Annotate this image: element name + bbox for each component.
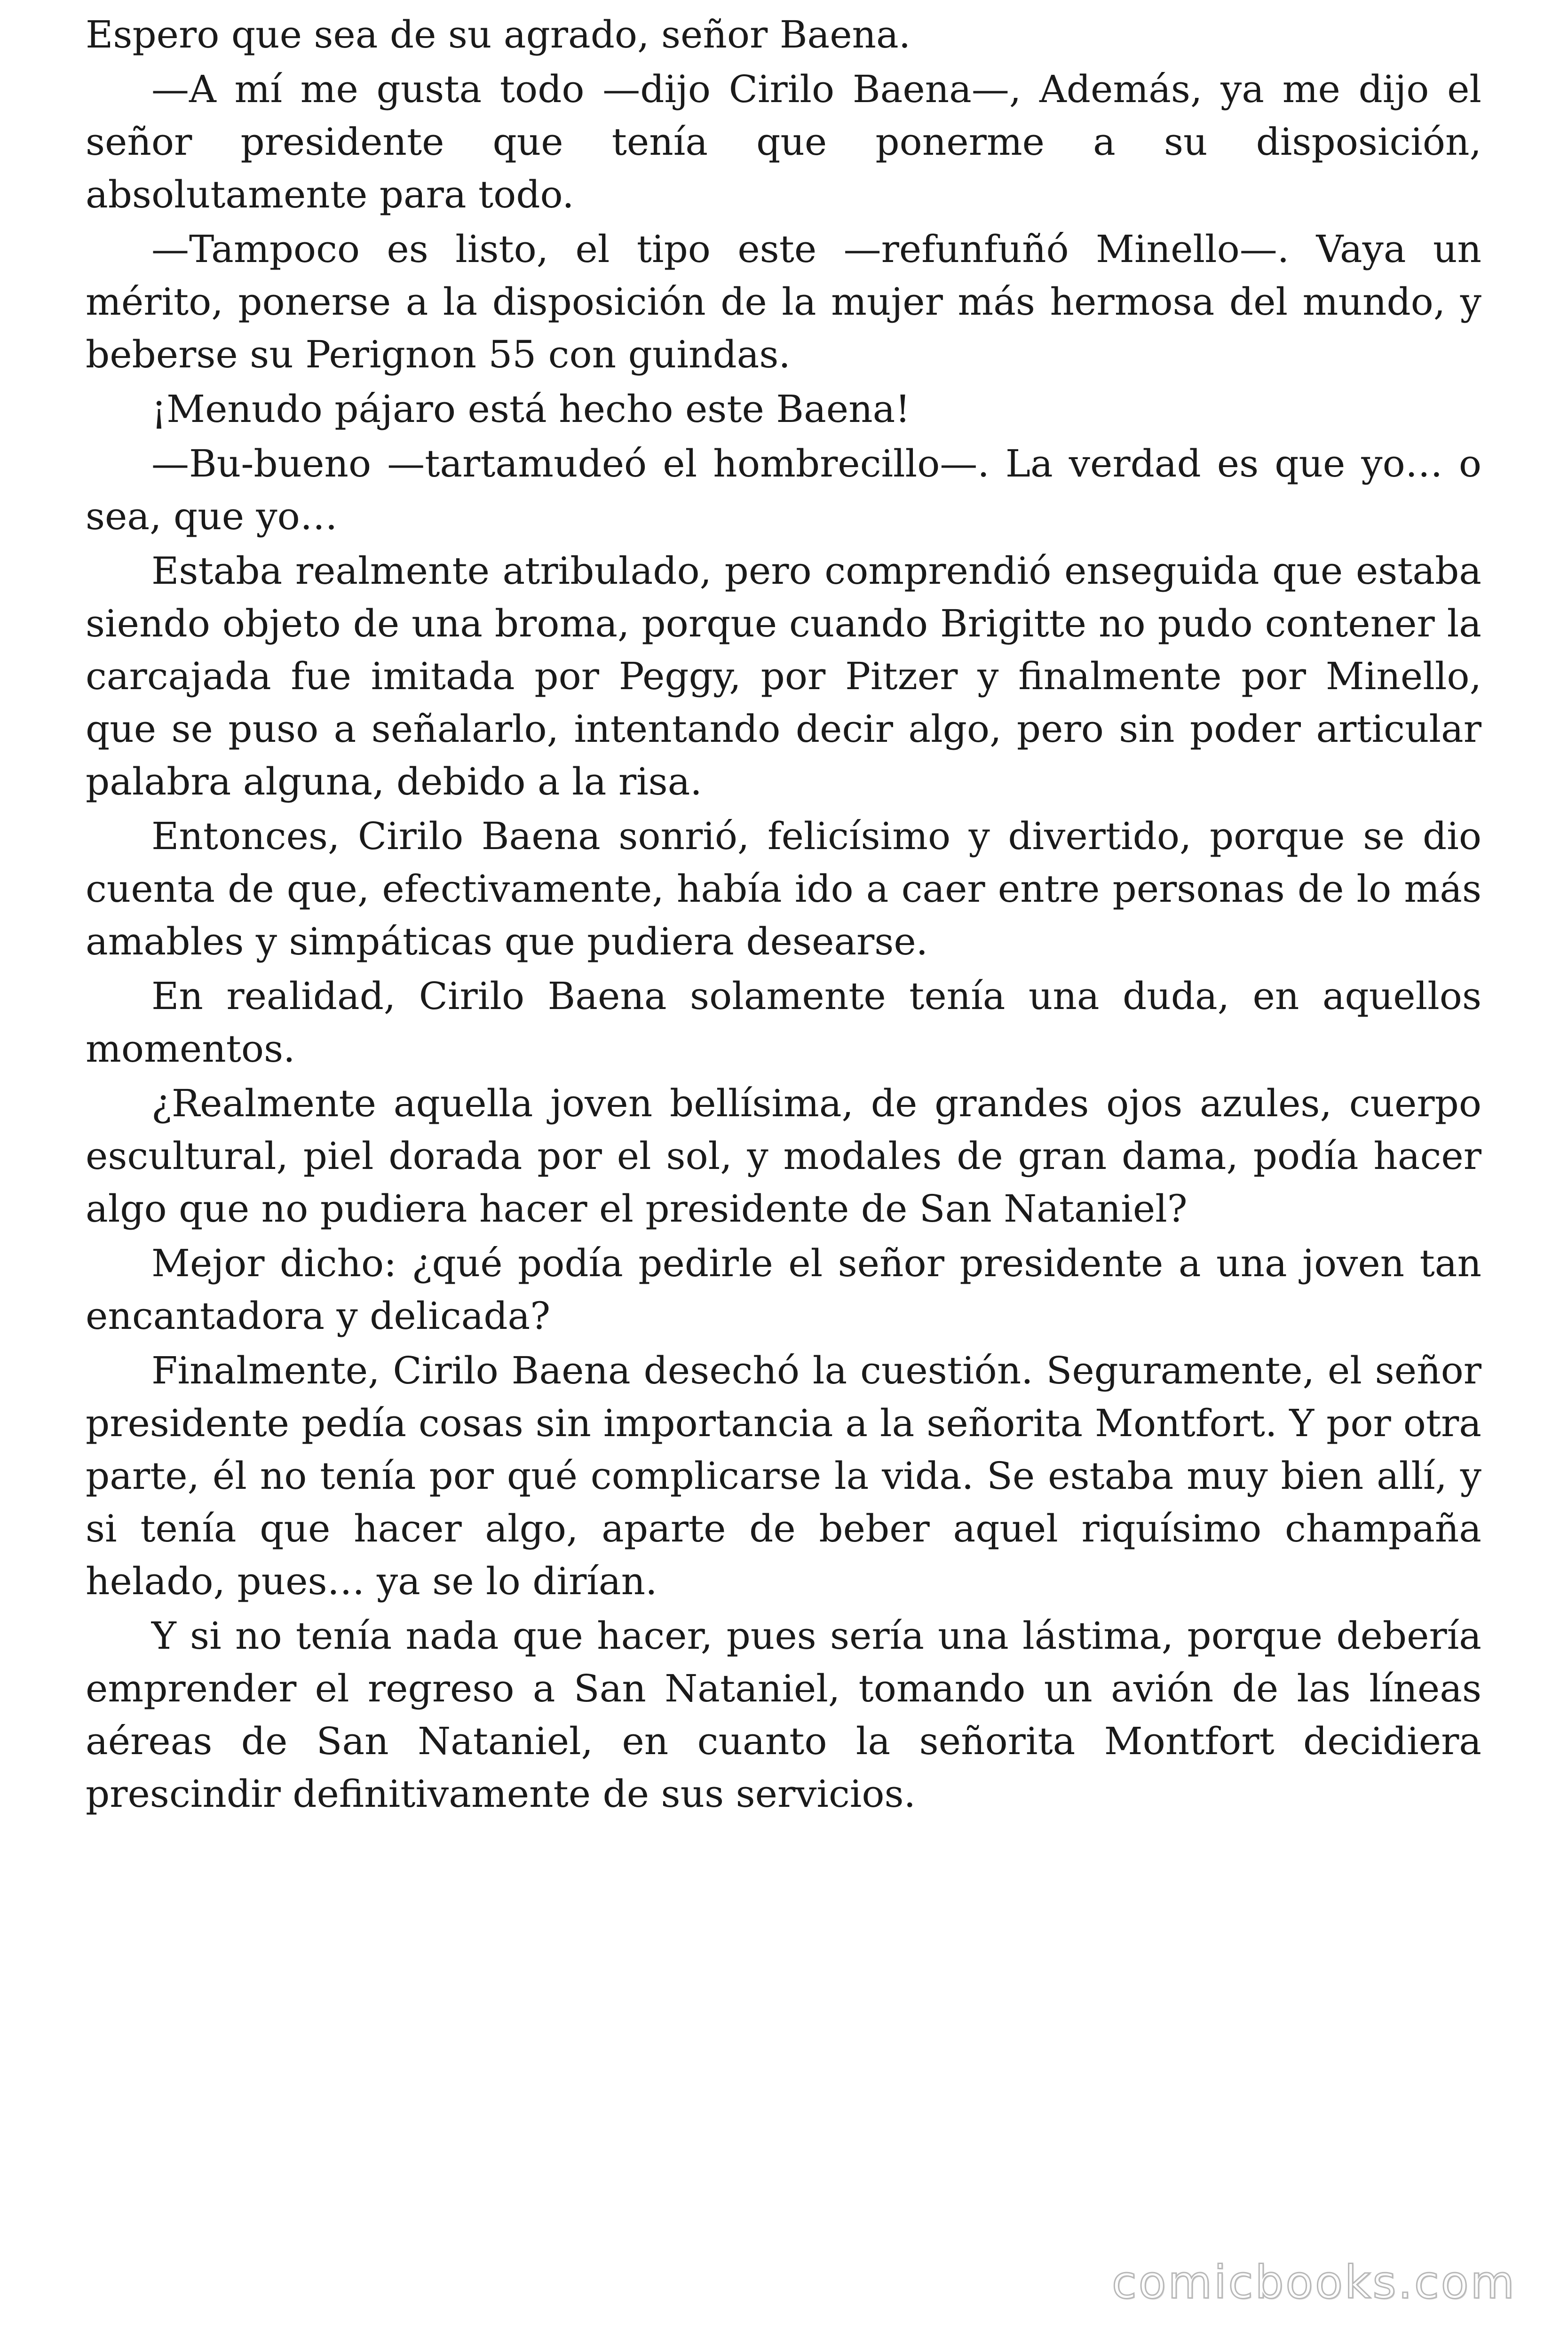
body-text bbox=[86, 8, 1481, 1820]
paragraph: Mejor dicho: ¿qué podía pedirle el señor presidente a una joven tan encantadora y delicada? bbox=[86, 1241, 1481, 1338]
paragraph: ¡Menudo pájaro está hecho este Baena! bbox=[151, 387, 911, 431]
paragraph: Y si no tenía nada que hacer, pues sería una lástima, porque debería emprender el regreso a San Nataniel, tomando un avión de las líneas aéreas de San Nataniel, en cuanto la señorita Montfort decidiera prescindir definitivamente de sus servicios. bbox=[86, 1614, 1481, 1816]
paragraph: —A mí me gusta todo —dijo Cirilo Baena—, Además, ya me dijo el señor presidente que tenía que ponerme a su disposición, absolutamente para todo. bbox=[86, 67, 1481, 216]
paragraph: Finalmente, Cirilo Baena desechó la cuestión. Seguramente, el señor presidente pedía cosas sin importancia a la señorita Montfort. Y por otra parte, él no tenía por qué complicarse la vida. Se estaba muy bien allí, y si tenía que hacer algo, aparte de beber aquel riquísimo champaña helado, pues… ya se lo dirían. bbox=[86, 1349, 1481, 1603]
paragraph: —Tampoco es listo, el tipo este —refunfuñó Minello—. Vaya un mérito, ponerse a la disposición de la mujer más hermosa del mundo, y beberse su Perignon 55 con guindas. bbox=[86, 227, 1481, 376]
paragraph: Entonces, Cirilo Baena sonrió, felicísimo y divertido, porque se dio cuenta de que, efectivamente, había ido a caer entre personas de lo más amables y simpáticas que pudiera desearse. bbox=[86, 814, 1481, 963]
paragraph: Espero que sea de su agrado, señor Baena. bbox=[86, 13, 911, 56]
paragraph: Estaba realmente atribulado, pero comprendió enseguida que estaba siendo objeto de una broma, porque cuando Brigitte no pudo contener la carcajada fue imitada por Peggy, por Pitzer y finalmente por Minello, que se puso a señalarlo, intentando decir algo, pero sin poder articular palabra alguna, debido a la risa. bbox=[86, 549, 1481, 803]
watermark: comicbooks.com bbox=[1111, 2256, 1516, 2309]
paragraph: En realidad, Cirilo Baena solamente tenía una duda, en aquellos momentos. bbox=[86, 974, 1481, 1071]
paragraph: ¿Realmente aquella joven bellísima, de grandes ojos azules, cuerpo escultural, piel dorada por el sol, y modales de gran dama, podía hacer algo que no pudiera hacer el presidente de San Nataniel? bbox=[86, 1081, 1481, 1231]
paragraph: —Bu-bueno —tartamudeó el hombrecillo—. La verdad es que yo… o sea, que yo… bbox=[86, 442, 1481, 538]
